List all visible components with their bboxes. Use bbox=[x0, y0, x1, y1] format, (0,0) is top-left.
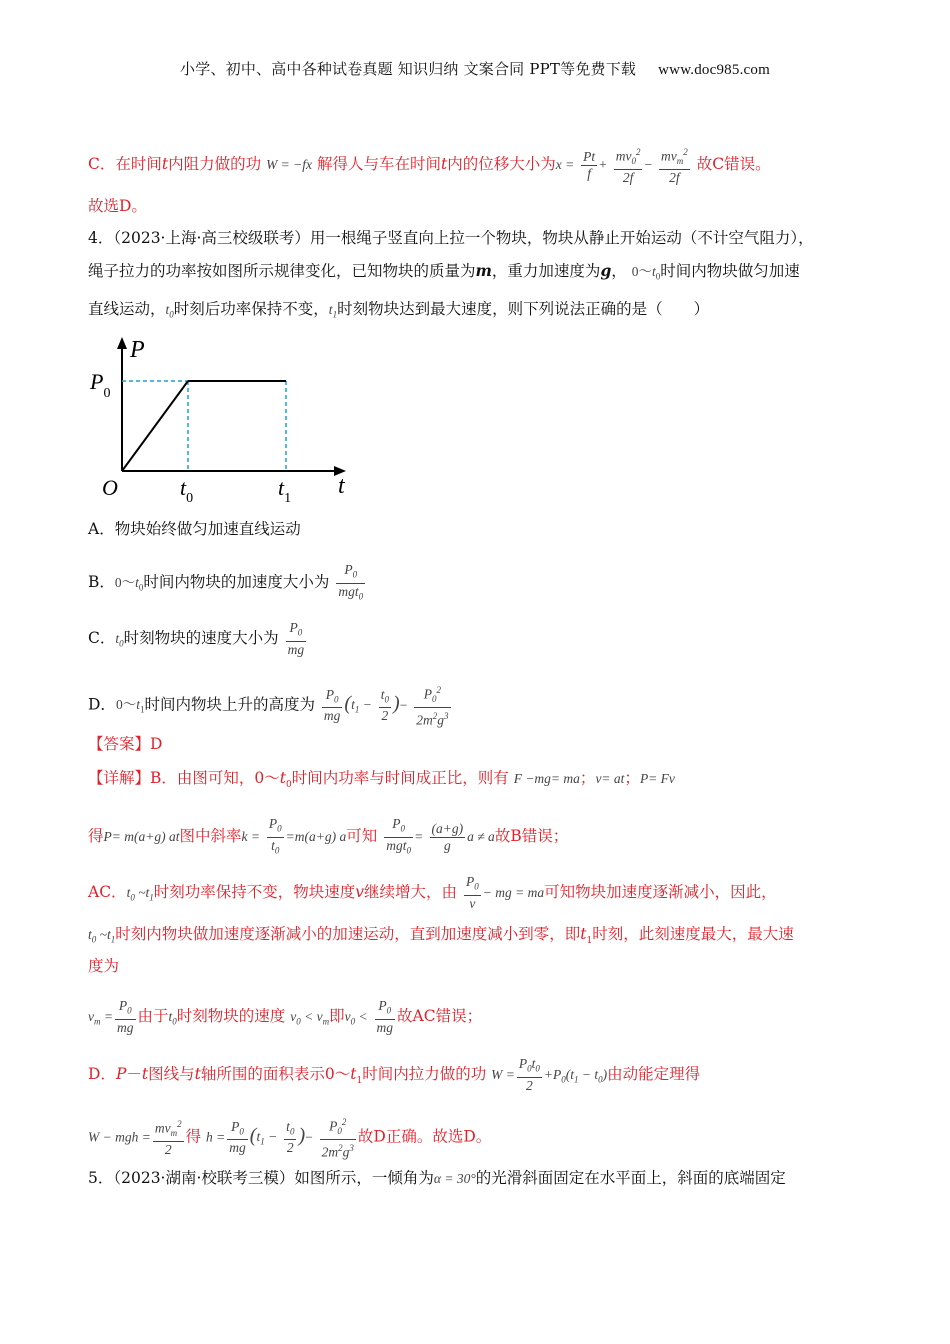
detail-ac-line1: AC．$t_0$ $\sim t_1$时刻功率保持不变，物块速度v继续增大，由 $\frac{P_0}{v}$ − mg = ma可知物块加速度逐渐减小，因此， bbox=[88, 874, 777, 911]
answer-line: 【答案】D bbox=[88, 735, 163, 753]
option-b: B．$0\sim t_0$时间内物块的加速度大小为 $\frac{P_0}{mgt_0}$ bbox=[88, 562, 364, 602]
option-a: A．物块始终做匀加速直线运动 bbox=[88, 520, 301, 538]
t1-label: $t_1$ bbox=[278, 475, 292, 506]
y-axis-label: P bbox=[130, 337, 145, 363]
q4-stem-line2: 绳子拉力的功率按如图所示规律变化，已知物块的质量为m，重力加速度为g， $0\sim t_0$时间内物块做匀加速 bbox=[88, 261, 800, 282]
detail-ac-line3: 度为 bbox=[88, 957, 120, 975]
power-time-graph bbox=[88, 335, 368, 510]
power-ramp-line bbox=[122, 381, 188, 471]
q5-stem: 5．（2023·湖南·校联考三模）如图所示，一倾角为α = 30°的光滑斜面固定在水平面上，斜面的底端固定 bbox=[88, 1169, 786, 1187]
header-text: 小学、初中、高中各种试卷真题 知识归纳 文案合同 PPT等免费下载 bbox=[180, 60, 637, 78]
t0-label: $t_0$ bbox=[180, 475, 194, 506]
option-c: C．$t_0$时刻物块的速度大小为 $\frac{P_0}{mg}$ bbox=[88, 620, 305, 657]
prev-option-c: C．在时间t内阻力做的功 W = −fx 解得人与车在时间t内的位移大小为x = $\frac{Pt}{f}$ + $\frac{mv_0^2}{2f}$ − $\frac{mv_m^2}{2f}$ 故C错误。 bbox=[88, 144, 771, 186]
detail-ac-line2: $t_0$ $\sim t_1$时刻内物块做加速度逐渐减小的加速运动，直到加速度减小到零，即$t_1$时刻，此刻速度最大，最大速 bbox=[88, 925, 794, 947]
option-d: D．$0\sim t_1$时间内物块上升的高度为 $\frac{P_0}{mg}$ ($t_1$ − $\frac{t_0}{2}$ )− $\frac{P_0^2}{2m^2g^3}$ bbox=[88, 682, 453, 729]
q4-stem-line3: 直线运动，$t_0$时刻后功率保持不变，$t_1$时刻物块达到最大速度，则下列说法正确的是（ ） bbox=[88, 300, 710, 320]
detail-b-line1: 【详解】B．由图可知，$0\sim t_0$时间内功率与时间成正比，则有 F −mg= ma；v= at；P= Fv bbox=[88, 769, 675, 791]
detail-d-line2: W − mgh = $\frac{mv_m^2}{2}$ 得 h = $\frac{P_0}{mg}$ ($t_1$ − $\frac{t_0}{2}$ )− $\frac{P_0^2}{2m^2g^3}$ 故D正确。故选D。 bbox=[88, 1114, 491, 1161]
prev-final-answer: 故选D。 bbox=[88, 197, 147, 215]
detail-d-line1: D．P－t图线与t轴所围的面积表示$0\sim t_1$时间内拉力做的功 W = $\frac{P_0t_0}{2}$ $+P_0(t_1 - t_0)$由动能定理得 bbox=[88, 1056, 701, 1093]
detail-ac-line4: $v_m$ = $\frac{P_0}{mg}$ 由于$t_0$时刻物块的速度 $v_0 < v_m$即$v_0$ < $\frac{P_0}{mg}$ 故AC错误； bbox=[88, 998, 483, 1035]
q4-stem-line1: 4．（2023·上海·高三校级联考）用一根绳子竖直向上拉一个物块，物块从静止开始运动（不计空气阻力）， bbox=[88, 229, 814, 247]
x-axis-label: t bbox=[338, 473, 345, 499]
page-header bbox=[0, 58, 950, 79]
header-url[interactable]: www.doc985.com bbox=[658, 62, 770, 78]
y-axis-arrow bbox=[117, 337, 127, 349]
p0-label: $P_0$ bbox=[90, 369, 111, 401]
detail-b-line2: 得P= m(a+g) at图中斜率k = $\frac{P_0}{t_0}$ =m(a+g) a可知 $\frac{P_0}{mgt_0}$ = $\frac{(a+g)}{g}$ a ≠ a故B错误； bbox=[88, 816, 569, 856]
origin-label: O bbox=[102, 475, 118, 500]
